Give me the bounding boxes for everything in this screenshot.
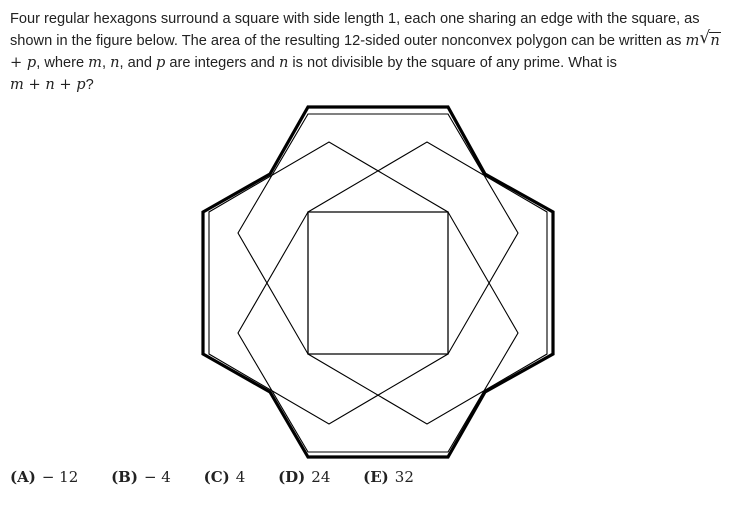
sum-expression: m + n + p xyxy=(10,76,86,93)
hexagon-top xyxy=(238,212,518,452)
var-n: n xyxy=(110,54,120,71)
hexagon-right xyxy=(209,142,448,424)
figure-svg xyxy=(200,104,558,460)
choice-b-value: − 4 xyxy=(143,468,171,486)
choice-b[interactable] xyxy=(111,468,171,486)
problem-text-4: are integers and xyxy=(165,55,279,71)
choice-d-value: 24 xyxy=(311,468,331,486)
separator: , xyxy=(101,55,111,71)
hexagon-left xyxy=(308,142,547,424)
var-m: m xyxy=(88,54,102,71)
choice-e-letter: (E) xyxy=(363,468,389,486)
problem-text-3: , and xyxy=(119,55,157,71)
problem-text-2: , where xyxy=(36,55,89,71)
choice-d[interactable] xyxy=(278,468,330,486)
math-n-under-root: n xyxy=(710,32,720,49)
center-square xyxy=(308,212,448,354)
square-root xyxy=(699,30,720,52)
choice-b-letter: (B) xyxy=(111,468,138,486)
choice-c-value: 4 xyxy=(235,468,246,486)
choice-c-letter: (C) xyxy=(203,468,230,486)
geometry-figure xyxy=(200,104,558,460)
problem-text-5: is not divisible by the square of any prime. What is xyxy=(288,55,617,71)
choice-c[interactable] xyxy=(204,468,246,486)
choice-e[interactable] xyxy=(363,468,414,486)
choice-d-letter: (D) xyxy=(278,468,306,486)
var-n-2: n xyxy=(278,54,289,71)
radical-sign-icon: √ xyxy=(699,28,711,48)
outer-dodecagon xyxy=(203,107,553,457)
choice-e-value: 32 xyxy=(394,468,414,486)
problem-text-6: ? xyxy=(85,77,94,93)
var-p: p xyxy=(156,54,166,71)
choice-a-value: − 12 xyxy=(41,468,79,486)
hexagon-bottom xyxy=(238,114,518,354)
math-m: m xyxy=(685,32,700,49)
choice-a-letter: (A) xyxy=(10,468,36,486)
math-plus-p: + p xyxy=(10,54,37,71)
problem-statement xyxy=(10,8,735,96)
choice-a[interactable] xyxy=(10,468,78,486)
answer-choices xyxy=(10,468,442,486)
problem-text-1: Four regular hexagons surround a square with side length 1, each one sharing an edge with the square, as shown in the figure below. The area of the resulting 12-sided outer nonconvex polygon can be written as xyxy=(10,11,700,49)
